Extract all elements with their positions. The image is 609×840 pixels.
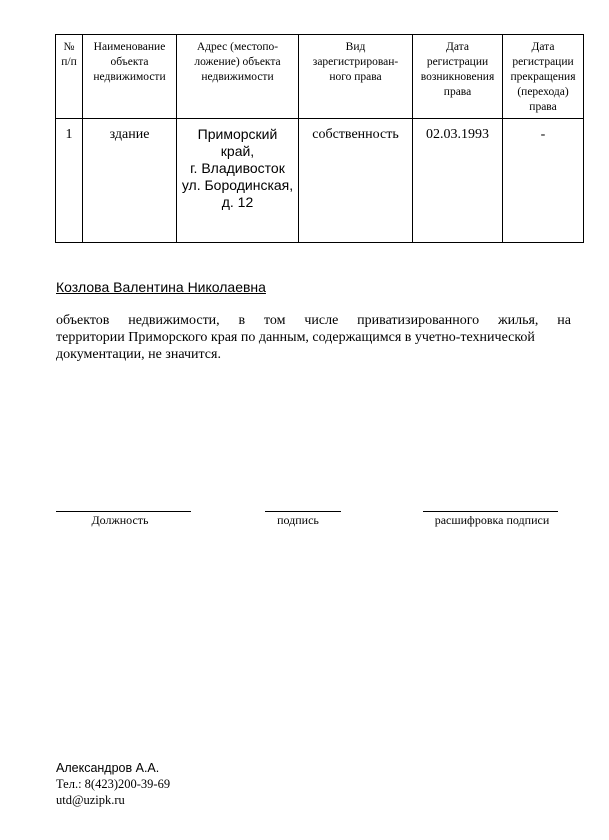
position-label: Должность: [91, 513, 149, 527]
position-signature-line: [56, 511, 191, 512]
statement-line-2: территории Приморского края по данным, содержащимся в учетно-технической: [56, 330, 535, 345]
header-object-name: Наименование объекта недвижимости: [83, 35, 177, 119]
cell-start-date: 02.03.1993: [413, 119, 503, 243]
header-address: Адрес (местопо- ложение) объекта недвижимости: [177, 35, 299, 119]
executor-email: utd@uzipk.ru: [56, 793, 125, 807]
statement-paragraph: [56, 312, 571, 363]
statement-line-1: объектов недвижимости, в том числе приватизированного жилья, на: [56, 313, 571, 328]
cell-address: Приморский край, г. Владивосток ул. Бородинская, д. 12: [177, 119, 299, 243]
statement-line-3: документации, не значится.: [56, 347, 221, 362]
decoding-label: расшифровка подписи: [434, 513, 550, 527]
header-end-date: Дата регистрации прекращения (перехода) права: [503, 35, 584, 119]
executor-phone: Тел.: 8(423)200-39-69: [56, 777, 171, 791]
decoding-signature-line: [423, 511, 558, 512]
signature-label: подпись: [277, 513, 319, 527]
cell-object: здание: [83, 119, 177, 243]
executor-name: Александров А.А.: [56, 761, 160, 775]
cell-number: 1: [56, 119, 83, 243]
header-number: № п/п: [56, 35, 83, 119]
footer-contacts: [56, 760, 170, 808]
cell-end-date: -: [503, 119, 584, 243]
signature-line: [265, 511, 341, 512]
cell-right-type: собственность: [299, 119, 413, 243]
person-name: Козлова Валентина Николаевна: [56, 279, 266, 295]
table-row: [56, 119, 584, 243]
header-right-type: Вид зарегистрирован- ного права: [299, 35, 413, 119]
table-header-row: [56, 35, 584, 119]
registration-table: [55, 34, 584, 243]
header-start-date: Дата регистрации возникновения права: [413, 35, 503, 119]
